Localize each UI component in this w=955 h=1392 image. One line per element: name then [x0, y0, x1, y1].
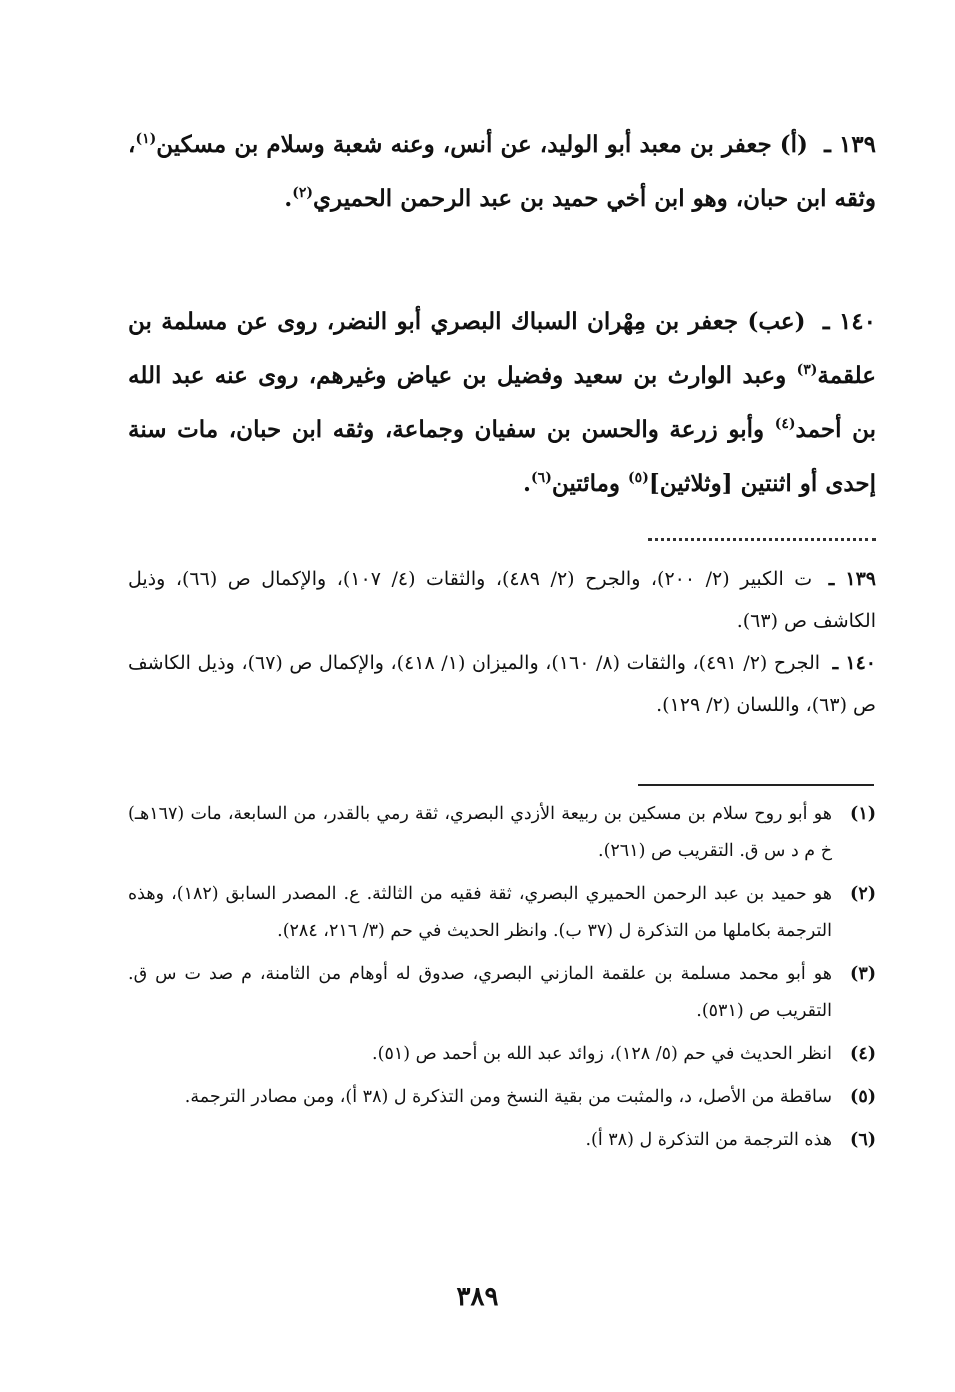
entry-text: (عب) جعفر بن مِهْران السباك البصري أبو النضر، روى عن مسلمة بن علقمة: [128, 308, 876, 389]
dotted-separator: [648, 538, 876, 541]
entry-text: (أ) جعفر بن معبد أبو الوليد، عن أنس، وعنه شعبة وسلام بن مسكين: [156, 131, 808, 158]
entry-140: [128, 295, 876, 511]
footnote-ref[interactable]: (٤): [774, 416, 796, 432]
footnote-number: (٥): [850, 1087, 876, 1107]
footnote-number: (٢): [850, 884, 876, 904]
footnote: [128, 796, 876, 870]
footnote-ref[interactable]: (٢): [292, 185, 314, 201]
footnote-number: (٤): [850, 1044, 876, 1064]
footnote-ref[interactable]: (٦): [531, 470, 552, 486]
source-entry: [128, 642, 876, 726]
source-number: ١٣٩ ـ: [828, 568, 877, 590]
entry-text: .: [523, 470, 532, 497]
footnote-text: هو أبو روح سلام بن مسكين بن ربيعة الأزدي البصري، ثقة رمي بالقدر، من السابعة، مات (١٦٧هـ) خ م د س ق. التقريب ص (٢٦١).: [128, 804, 832, 861]
footnote-ref[interactable]: (٣): [796, 362, 818, 378]
source-number: ١٤٠ ـ: [832, 652, 876, 674]
footnote: [128, 1036, 876, 1073]
source-text: ت الكبير (٢/ ٢٠٠)، والجرح (٢/ ٤٨٩)، والثقات (٤/ ١٠٧)، والإكمال ص (٦٦)، وذيل الكاشف ص (٦٣).: [128, 568, 876, 632]
footnote-number: (٦): [850, 1130, 876, 1150]
footnote-text: ساقطة من الأصل، د، والمثبت من بقية النسخ ومن التذكرة ل (٣٨ أ)، ومن مصادر الترجمة.: [184, 1087, 832, 1107]
entry-text: وعبد الوارث بن سعيد وفضيل بن عياض وغيرهم، روى عنه عبد الله بن أحمد: [128, 362, 876, 443]
entry-text: ، وثقه ابن حبان، وهو ابن أخي حميد بن عبد الرحمن الحميري: [128, 131, 876, 212]
entry-text: ومائتين: [551, 470, 629, 497]
page-number: ٣٨٩: [456, 1282, 499, 1312]
footnote-rule: [638, 784, 874, 786]
footnote: [128, 956, 876, 1030]
footnote-ref[interactable]: (١): [135, 131, 157, 147]
footnotes-section: [128, 796, 876, 1165]
sources-section: [128, 558, 876, 726]
footnote-text: هو أبو محمد مسلمة بن علقمة المازني البصري، صدوق له أوهام من الثامنة، م صد ت س ق. التقريب ص (٥٣١).: [128, 964, 832, 1021]
footnote-number: (٣): [850, 964, 876, 984]
source-text: الجرح (٢/ ٤٩١)، والثقات (٨/ ١٦٠)، والميزان (١/ ٤١٨)، والإكمال ص (٦٧)، وذيل الكاشف ص (٦٣)، واللسان (٢/ ١٢٩).: [128, 652, 876, 716]
footnote: [128, 876, 876, 950]
footnote-text: انظر الحديث في حم (٥/ ١٢٨)، زوائد عبد الله بن أحمد ص (٥١).: [372, 1044, 832, 1064]
entry-139: [128, 118, 876, 226]
entry-text: وأبو زرعة والحسن بن سفيان وجماعة، وثقه ابن حبان، مات سنة إحدى أو اثنتين [وثلاثين]: [128, 416, 876, 497]
entry-text: .: [284, 185, 293, 212]
footnote-text: هو حميد بن عبد الرحمن الحميري البصري، ثقة فقيه من الثالثة. ع. المصدر السابق (١٨٢)، وهذه الترجمة بكاملها من التذكرة ل (٣٧ ب). وانظر الحديث في حم (٣/ ٢١٦، ٢٨٤).: [128, 884, 832, 941]
entry-number: ١٤٠ ـ: [822, 308, 876, 335]
footnote-ref[interactable]: (٥): [628, 470, 649, 486]
source-entry: [128, 558, 876, 642]
footnote: [128, 1079, 876, 1116]
entry-number: ١٣٩ ـ: [824, 131, 876, 158]
footnote-number: (١): [850, 804, 876, 824]
footnote-text: هذه الترجمة من التذكرة ل (٣٨ أ).: [585, 1130, 832, 1150]
footnote: [128, 1122, 876, 1159]
